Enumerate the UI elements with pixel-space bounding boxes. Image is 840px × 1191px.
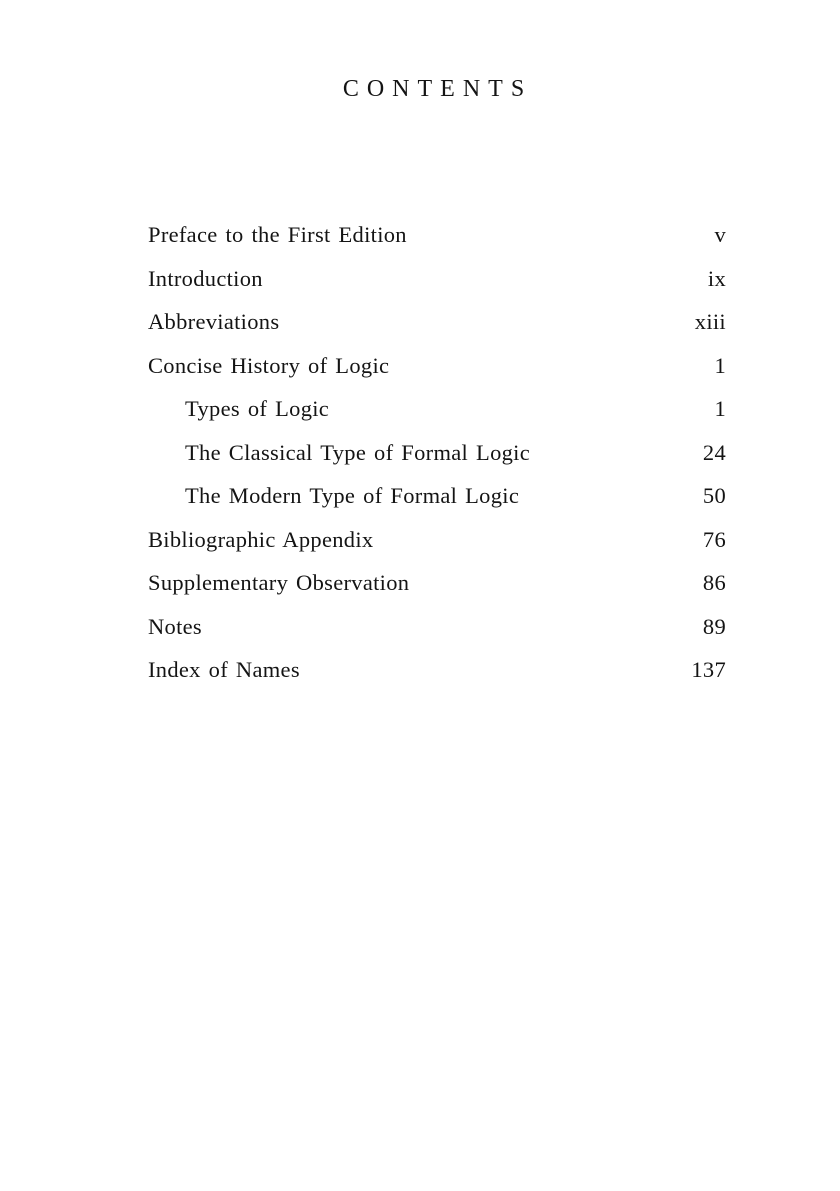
toc-entry-abbreviations[interactable] [148,300,726,344]
table-of-contents [148,213,726,692]
toc-entry-preface[interactable] [148,213,726,257]
toc-entry-page-number: v [714,222,726,247]
page-title: CONTENTS [342,76,533,102]
toc-entry-concise-history[interactable] [148,344,726,388]
toc-entry-introduction[interactable] [148,257,726,301]
toc-subentry-classical-type[interactable] [148,431,726,475]
toc-entry-label: The Classical Type of Formal Logic [185,439,531,465]
toc-entry-page-number: 137 [691,657,726,682]
toc-entry-label: Notes [148,613,202,639]
toc-entry-notes[interactable] [148,605,726,649]
toc-entry-supplementary-observation[interactable] [148,561,726,605]
toc-entry-page-number: 86 [702,570,726,595]
toc-entry-bibliographic-appendix[interactable] [148,518,726,562]
toc-entry-label: Supplementary Observation [148,570,410,595]
toc-entry-label: Index of Names [148,657,300,682]
toc-entry-page-number: 24 [702,439,726,465]
toc-subentry-types-of-logic[interactable] [148,387,726,431]
toc-entry-page-number: 76 [702,526,726,552]
toc-entry-label: Concise History of Logic [148,352,390,378]
toc-entry-index-of-names[interactable] [148,648,726,692]
toc-entry-label: Preface to the First Edition [148,222,407,247]
toc-subentry-modern-type[interactable] [148,474,726,518]
toc-entry-label: Introduction [148,265,263,291]
toc-entry-page-number: 89 [702,613,726,639]
toc-entry-page-number: ix [707,265,726,291]
toc-entry-page-number: 50 [702,483,726,508]
toc-entry-label: The Modern Type of Formal Logic [185,483,520,508]
toc-entry-label: Bibliographic Appendix [148,526,374,552]
toc-entry-label: Types of Logic [185,396,330,421]
toc-entry-label: Abbreviations [148,309,280,334]
toc-entry-page-number: 1 [714,352,726,378]
toc-entry-page-number: 1 [714,396,726,421]
toc-entry-page-number: xiii [694,309,726,334]
